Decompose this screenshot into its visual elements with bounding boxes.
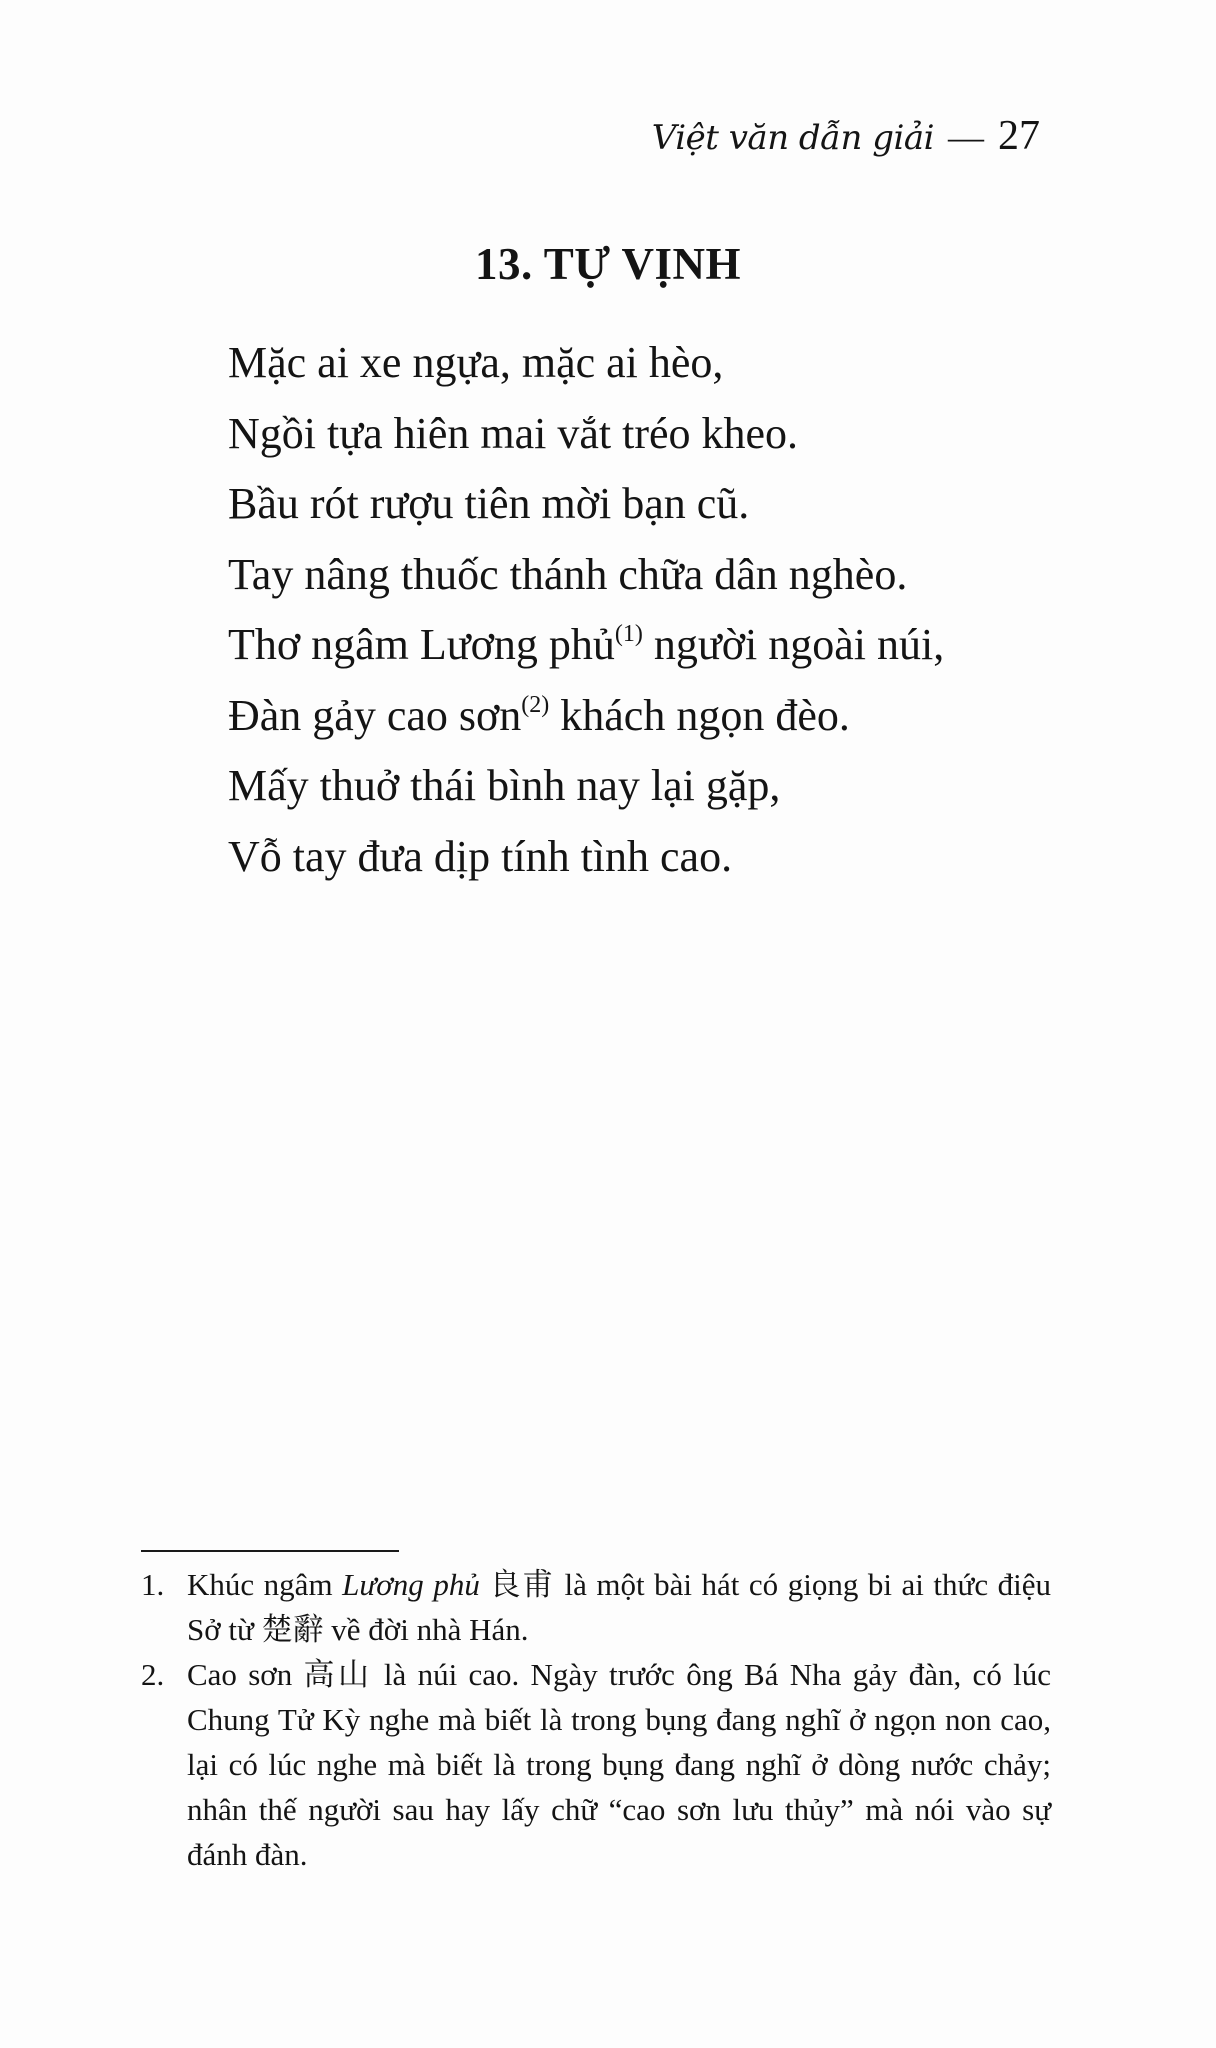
footnote-number: 2.	[141, 1657, 165, 1692]
poem-line	[228, 610, 944, 681]
poem-title: 13. TỰ VỊNH	[475, 239, 741, 289]
poem-line-text: Đàn gảy cao sơn	[228, 690, 522, 740]
footnote-body: Cao sơn 高山 là núi cao. Ngày trước ông Bá Nha gảy đàn, có lúc Chung Tử Kỳ nghe mà biết là trong bụng đang nghĩ ở ngọn non cao, lại có lúc nghe mà biết là trong bụng đang nghĩ ở dòng nước chảy; nhân thế người sau hay lấy chữ “cao sơn lưu thủy” mà nói vào sự đánh đàn.	[187, 1657, 1051, 1872]
poem-line: Tay nâng thuốc thánh chữa dân nghèo.	[228, 549, 908, 599]
poem-body	[228, 328, 944, 892]
footnote-number: 1.	[141, 1567, 165, 1602]
running-head	[652, 112, 1040, 160]
footnote-text	[187, 1652, 1051, 1877]
footnote-body: 良甫 là một bài hát có giọng bi ai thức điệu Sở từ 楚辭 về đời nhà Hán.	[187, 1567, 1051, 1647]
book-title: Việt văn dẫn giải	[651, 118, 934, 158]
footnotes	[141, 1562, 1051, 1877]
footnote-italic-term: Lương phủ	[342, 1567, 480, 1602]
poem-line: Bầu rót rượu tiên mời bạn cũ.	[228, 479, 750, 528]
footnote-2	[141, 1652, 1051, 1877]
poem-line: Mấy thuở thái bình nay lại gặp,	[228, 761, 781, 810]
poem-line: Ngồi tựa hiên mai vắt tréo kheo.	[228, 408, 799, 458]
footnote-ref-2[interactable]: (2)	[521, 691, 550, 718]
footnote-lead: Khúc ngâm	[187, 1567, 343, 1602]
poem-line: Vỗ tay đưa dịp tính tình cao.	[228, 831, 733, 881]
footnote-text	[187, 1562, 1051, 1652]
page-number: 27	[998, 113, 1040, 159]
poem-line-text: Thơ ngâm Lương phủ	[228, 620, 615, 669]
footnote-ref-1[interactable]: (1)	[614, 621, 643, 647]
footnote-divider	[141, 1550, 399, 1552]
poem-line	[228, 681, 944, 752]
poem-line: Mặc ai xe ngựa, mặc ai hèo,	[228, 338, 724, 387]
header-separator: —	[948, 117, 984, 157]
poem-line-text: người ngoài núi,	[642, 620, 945, 669]
footnote-1	[141, 1562, 1051, 1652]
poem-line-text: khách ngọn đèo.	[549, 690, 850, 740]
